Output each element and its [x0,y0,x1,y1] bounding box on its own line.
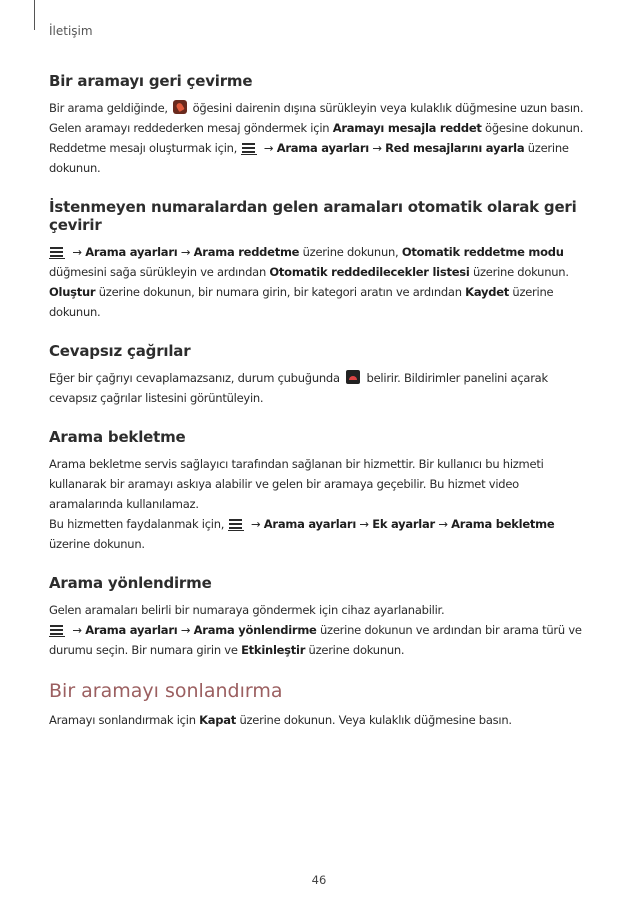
paragraph: → Arama ayarları → Arama reddetme üzerine dokunun, Otomatik reddetme modu düğmesini sağa sürükleyin ve ardından Otomatik reddedilecekler listesi üzerine dokunun. Oluştur üzerine dokunun, bir numara girin, bir kategori aratın ve ardından Kaydet üzerine dokunun. [49,245,569,319]
paragraph: Aramayı sonlandırmak için Kapat üzerine dokunun. Veya kulaklık düğmesine basın. [49,713,512,727]
chapter-header: İletişim [49,24,93,38]
menu-icon [49,624,67,636]
section-call-forwarding [49,574,594,660]
section-end-call [49,680,594,730]
page-edge-line [34,0,35,30]
section-heading: Cevapsız çağrılar [49,342,191,360]
section-heading: İstenmeyen numaralardan gelen aramaları otomatik olarak geri çevirir [49,198,577,234]
menu-icon [241,142,259,154]
main-heading: Bir aramayı sonlandırma [49,680,283,702]
paragraph: Bu hizmetten faydalanmak için, → Arama ayarları → Ek ayarlar → Arama bekletme üzerine dokunun. [49,517,555,551]
paragraph: Gelen aramayı reddederken mesaj göndermek için Aramayı mesajla reddet öğesine dokunun. Reddetme mesajı oluşturmak için, → Arama ayarları → Red mesajlarını ayarla üzerine dokunun. [49,121,584,175]
paragraph: Bir arama geldiğinde, öğesini dairenin dışına sürükleyin veya kulaklık düğmesine uzun basın. [49,101,584,115]
menu-icon [228,518,246,530]
paragraph: Eğer bir çağrıyı cevaplamazsanız, durum çubuğunda belirir. Bildirimler panelini açarak cevapsız çağrılar listesini görüntüleyin. [49,371,548,405]
section-reject-call [49,72,594,178]
paragraph: → Arama ayarları → Arama yönlendirme üzerine dokunun ve ardından bir arama türü ve durumu seçin. Bir numara girin ve Etkinleştir üzerine dokunun. [49,623,582,657]
section-heading: Arama yönlendirme [49,574,212,592]
missed-call-icon [346,370,360,384]
section-heading: Arama bekletme [49,428,186,446]
paragraph: Gelen aramaları belirli bir numaraya göndermek için cihaz ayarlanabilir. [49,603,445,617]
section-missed-calls [49,342,594,408]
reject-call-icon [173,100,187,114]
menu-icon [49,246,67,258]
page-content [49,72,594,750]
section-heading: Bir aramayı geri çevirme [49,72,253,90]
section-auto-reject [49,198,594,322]
paragraph: Arama bekletme servis sağlayıcı tarafından sağlanan bir hizmettir. Bir kullanıcı bu hizmeti kullanarak bir aramayı askıya alabilir ve gelen bir aramaya geçebilir. Bu hizmet video aramalarında kullanılamaz. [49,457,544,511]
section-call-waiting [49,428,594,554]
page-number: 46 [311,873,327,887]
